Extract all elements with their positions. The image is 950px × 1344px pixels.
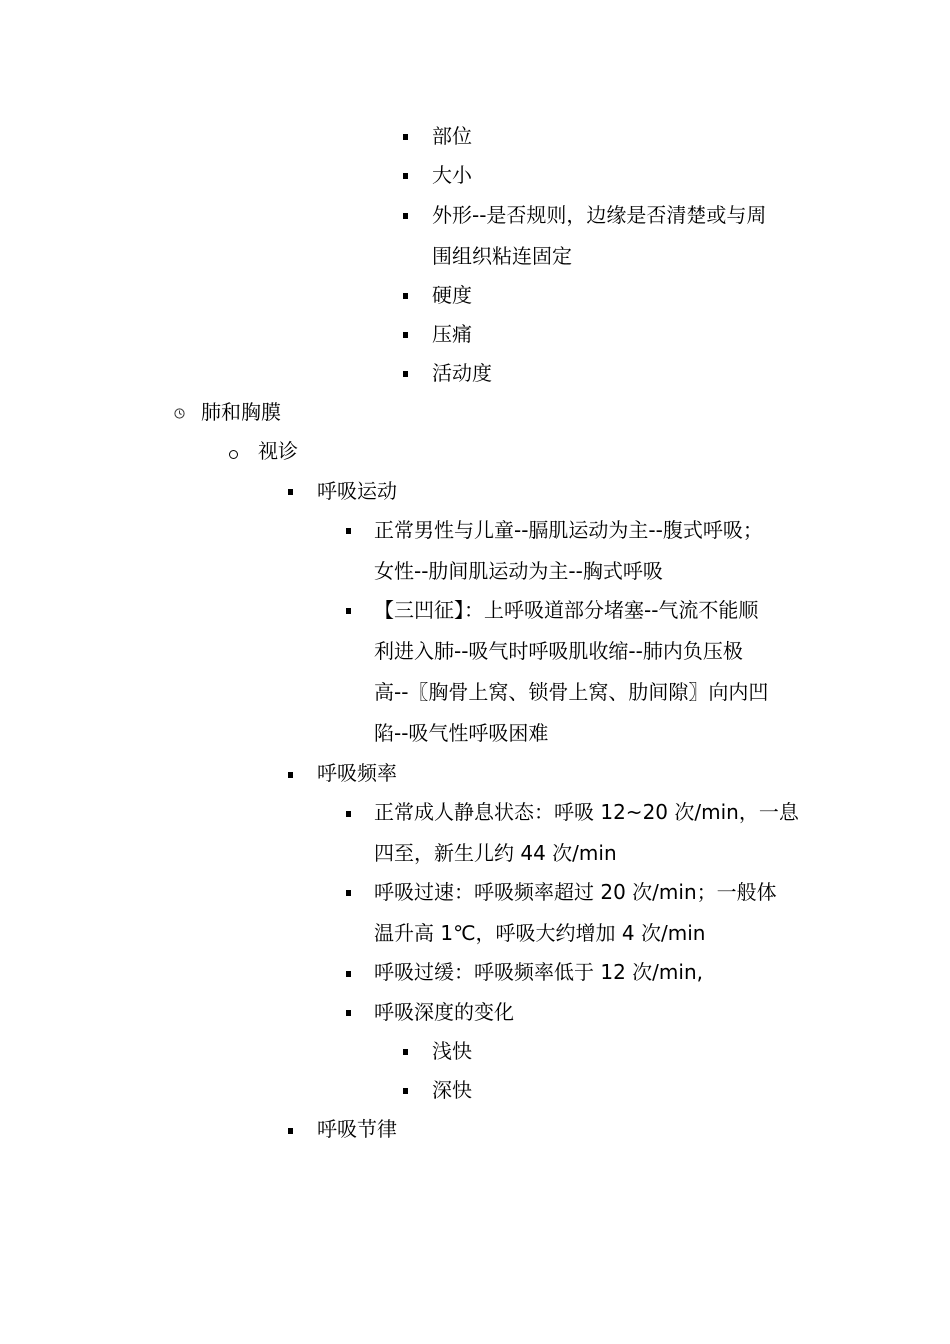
list-item: 呼吸节律 xyxy=(317,1117,397,1141)
list-item-continuation: 高--〖胸骨上窝、锁骨上窝、肋间隙〗向内凹 xyxy=(374,680,769,704)
list-item-continuation: 利进入肺--吸气时呼吸肌收缩--肺内负压极 xyxy=(374,639,743,663)
list-item: 呼吸深度的变化 xyxy=(374,1000,514,1024)
list-item: 呼吸频率 xyxy=(317,761,397,785)
list-item-continuation: 女性--肋间肌运动为主--胸式呼吸 xyxy=(374,559,663,583)
list-item: 呼吸运动 xyxy=(317,479,397,503)
list-item: 硬度 xyxy=(432,283,472,307)
list-item: 正常成人静息状态：呼吸 12~20 次/min，一息 xyxy=(374,800,799,824)
list-item-continuation: 陷--吸气性呼吸困难 xyxy=(374,721,549,745)
bullet-square-icon xyxy=(403,1088,408,1094)
bullet-square-icon xyxy=(403,213,408,219)
bullet-square-icon xyxy=(403,293,408,299)
list-item: 深快 xyxy=(432,1078,472,1102)
bullet-circle-icon xyxy=(229,450,238,459)
bullet-square-icon xyxy=(346,1010,351,1016)
bullet-square-icon xyxy=(346,811,351,817)
subsection-heading: 视诊 xyxy=(258,439,298,463)
list-item: 浅快 xyxy=(432,1039,472,1063)
bullet-square-icon xyxy=(403,1049,408,1055)
list-item: 外形--是否规则，边缘是否清楚或与周 xyxy=(432,203,767,227)
list-item: 活动度 xyxy=(432,361,492,385)
bullet-square-icon xyxy=(288,772,293,778)
list-item: 大小 xyxy=(432,163,472,187)
bullet-square-icon xyxy=(288,1128,293,1134)
bullet-square-icon xyxy=(403,173,408,179)
list-item: 呼吸过速：呼吸频率超过 20 次/min；一般体 xyxy=(374,880,777,904)
clock-bullet-icon xyxy=(174,408,185,419)
bullet-square-icon xyxy=(288,489,293,495)
list-item: 呼吸过缓：呼吸频率低于 12 次/min, xyxy=(374,960,703,984)
list-item-continuation: 温升高 1℃，呼吸大约增加 4 次/min xyxy=(374,921,706,945)
bullet-square-icon xyxy=(403,332,408,338)
bullet-square-icon xyxy=(346,971,351,977)
bullet-square-icon xyxy=(403,371,408,377)
list-item: 压痛 xyxy=(432,322,472,346)
list-item-continuation: 围组织粘连固定 xyxy=(432,244,572,268)
bullet-square-icon xyxy=(346,608,351,614)
list-item: 正常男性与儿童--膈肌运动为主--腹式呼吸； xyxy=(374,518,763,542)
list-item: 部位 xyxy=(432,124,472,148)
list-item: 【三凹征】：上呼吸道部分堵塞--气流不能顺 xyxy=(374,598,759,622)
bullet-square-icon xyxy=(403,134,408,140)
list-item-continuation: 四至，新生儿约 44 次/min xyxy=(374,841,617,865)
section-heading: 肺和胸膜 xyxy=(201,400,281,424)
bullet-square-icon xyxy=(346,890,351,896)
bullet-square-icon xyxy=(346,528,351,534)
